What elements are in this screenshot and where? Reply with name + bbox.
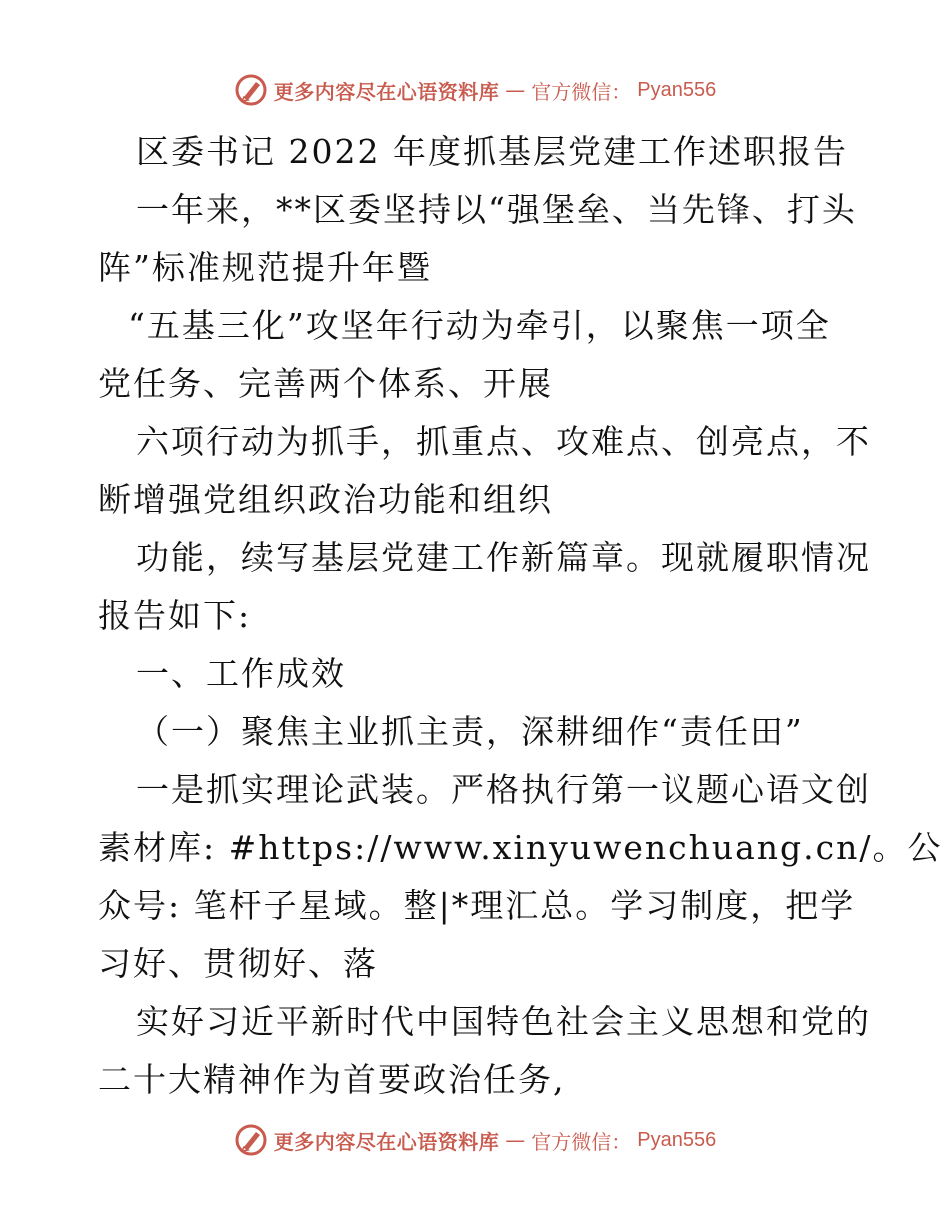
paragraph-line: 众号: 笔杆子星域。整|*理汇总。学习制度，把学	[98, 886, 856, 925]
paragraph-line: 报告如下:	[98, 596, 252, 635]
pen-logo-icon	[234, 73, 268, 107]
paragraph-line: 六项行动为抓手，抓重点、攻难点、创亮点，不	[136, 422, 871, 461]
watermark-dash: —	[505, 1128, 526, 1152]
paragraph-line: 功能，续写基层党建工作新篇章。现就履职情况	[136, 538, 871, 577]
paragraph-line: 素材库: #https://www.xinyuwenchuang.cn/。公	[98, 828, 943, 867]
watermark-label: 官方微信：	[531, 1129, 632, 1154]
section-heading: 一、工作成效	[136, 654, 346, 693]
watermark-id: Pyan556	[637, 1128, 717, 1151]
watermark-dash: —	[505, 78, 526, 102]
paragraph-line: 实好习近平新时代中国特色社会主义思想和党的	[136, 1002, 871, 1041]
document-title: 区委书记 2022 年度抓基层党建工作述职报告	[136, 132, 848, 171]
paragraph-line: 一是抓实理论武装。严格执行第一议题心语文创	[136, 770, 871, 809]
paragraph-line: 二十大精神作为首要政治任务,	[98, 1060, 566, 1099]
paragraph-line: 一年来，**区委坚持以“强堡垒、当先锋、打头	[136, 190, 857, 229]
paragraph-line: 阵”标准规范提升年暨	[98, 248, 432, 287]
subsection-heading: （一）聚焦主业抓主责，深耕细作“责任田”	[136, 712, 804, 751]
paragraph-line: 党任务、完善两个体系、开展	[98, 364, 553, 403]
paragraph-line: 断增强党组织政治功能和组织	[98, 480, 553, 519]
watermark-site-text: 更多内容尽在心语资料库	[273, 1129, 500, 1154]
paragraph-line: “五基三化”攻坚年行动为牵引，以聚焦一项全	[128, 306, 831, 345]
watermark-id: Pyan556	[637, 78, 717, 101]
watermark-label: 官方微信：	[531, 79, 632, 104]
pen-logo-icon	[234, 1123, 268, 1157]
document-body	[98, 123, 943, 1109]
paragraph-line: 习好、贯彻好、落	[98, 944, 378, 983]
watermark-footer	[0, 1120, 950, 1160]
watermark-site-text: 更多内容尽在心语资料库	[273, 79, 500, 104]
watermark-header	[0, 70, 950, 110]
